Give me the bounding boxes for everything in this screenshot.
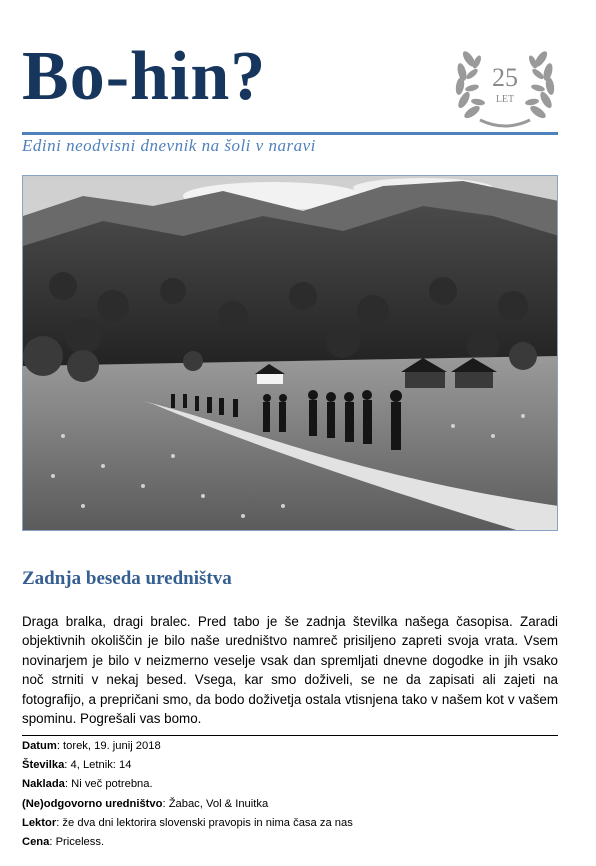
seal-number: 25 [492,63,518,92]
meta-divider [22,735,558,736]
meta-row-editors: (Ne)odgovorno uredništvo: Žabac, Vol & Inuitka [22,797,269,810]
article-heading: Zadnja beseda uredništva [22,568,232,589]
hiking-photo [22,175,558,531]
meta-row-proofreader: Lektor: že dva dni lektorira slovenski pravopis in nima časa za nas [22,816,353,829]
meta-label: Cena [22,836,50,849]
meta-row-issue: Številka: 4, Letnik: 14 [22,759,132,772]
article-body: Draga bralka, dragi bralec. Pred tabo je še zadnja številka našega časopisa. Zaradi objektivnih okoliščin je bilo naše uredništvo namreč prisiljeno zapreti svoja vrata. Vsem novinarjem je bilo v neizmerno veselje vsak dan spremljati dnevne dogodke in jih vsako noč strniti v nekaj besed. Vsega, kar smo doživeli, se ne da zapisati ali zajeti na fotografijo, a prepričani smo, da bodo doživetja ostala vtisnjena tako v našem kot v vašem spominu. Pogrešali vas bomo. [22,614,558,727]
meta-value: že dva dni lektorira slovenski pravopis in nima časa za nas [62,816,353,829]
meta-row-circulation: Naklada: Ni več potrebna. [22,778,153,791]
meta-label: Datum [22,740,57,752]
meta-row-price: Cena: Priceless. [22,836,105,849]
meta-value: torek, 19. junij 2018 [63,740,161,752]
meta-label: (Ne)odgovorno uredništvo [22,797,163,810]
masthead-title: Bo-hin? [22,38,267,115]
meta-value: Ni več potrebna. [71,778,153,791]
meta-label: Lektor [22,816,57,829]
meta-label: Naklada [22,778,65,791]
meta-value: Priceless. [55,836,105,849]
colophon [22,737,558,852]
meta-label: Številka [22,759,65,772]
meta-value: 4, Letnik: 14 [70,759,132,772]
meta-row-date: Datum: torek, 19. junij 2018 [22,740,161,752]
laurel-seal-icon [450,40,560,130]
masthead-subtitle: Edini neodvisni dnevnik na šoli v naravi [22,136,316,155]
hiking-photo-image [23,176,558,531]
meta-value: Žabac, Vol & Inuitka [168,797,269,810]
header-divider [22,132,558,135]
seal-label: LET [495,94,515,105]
